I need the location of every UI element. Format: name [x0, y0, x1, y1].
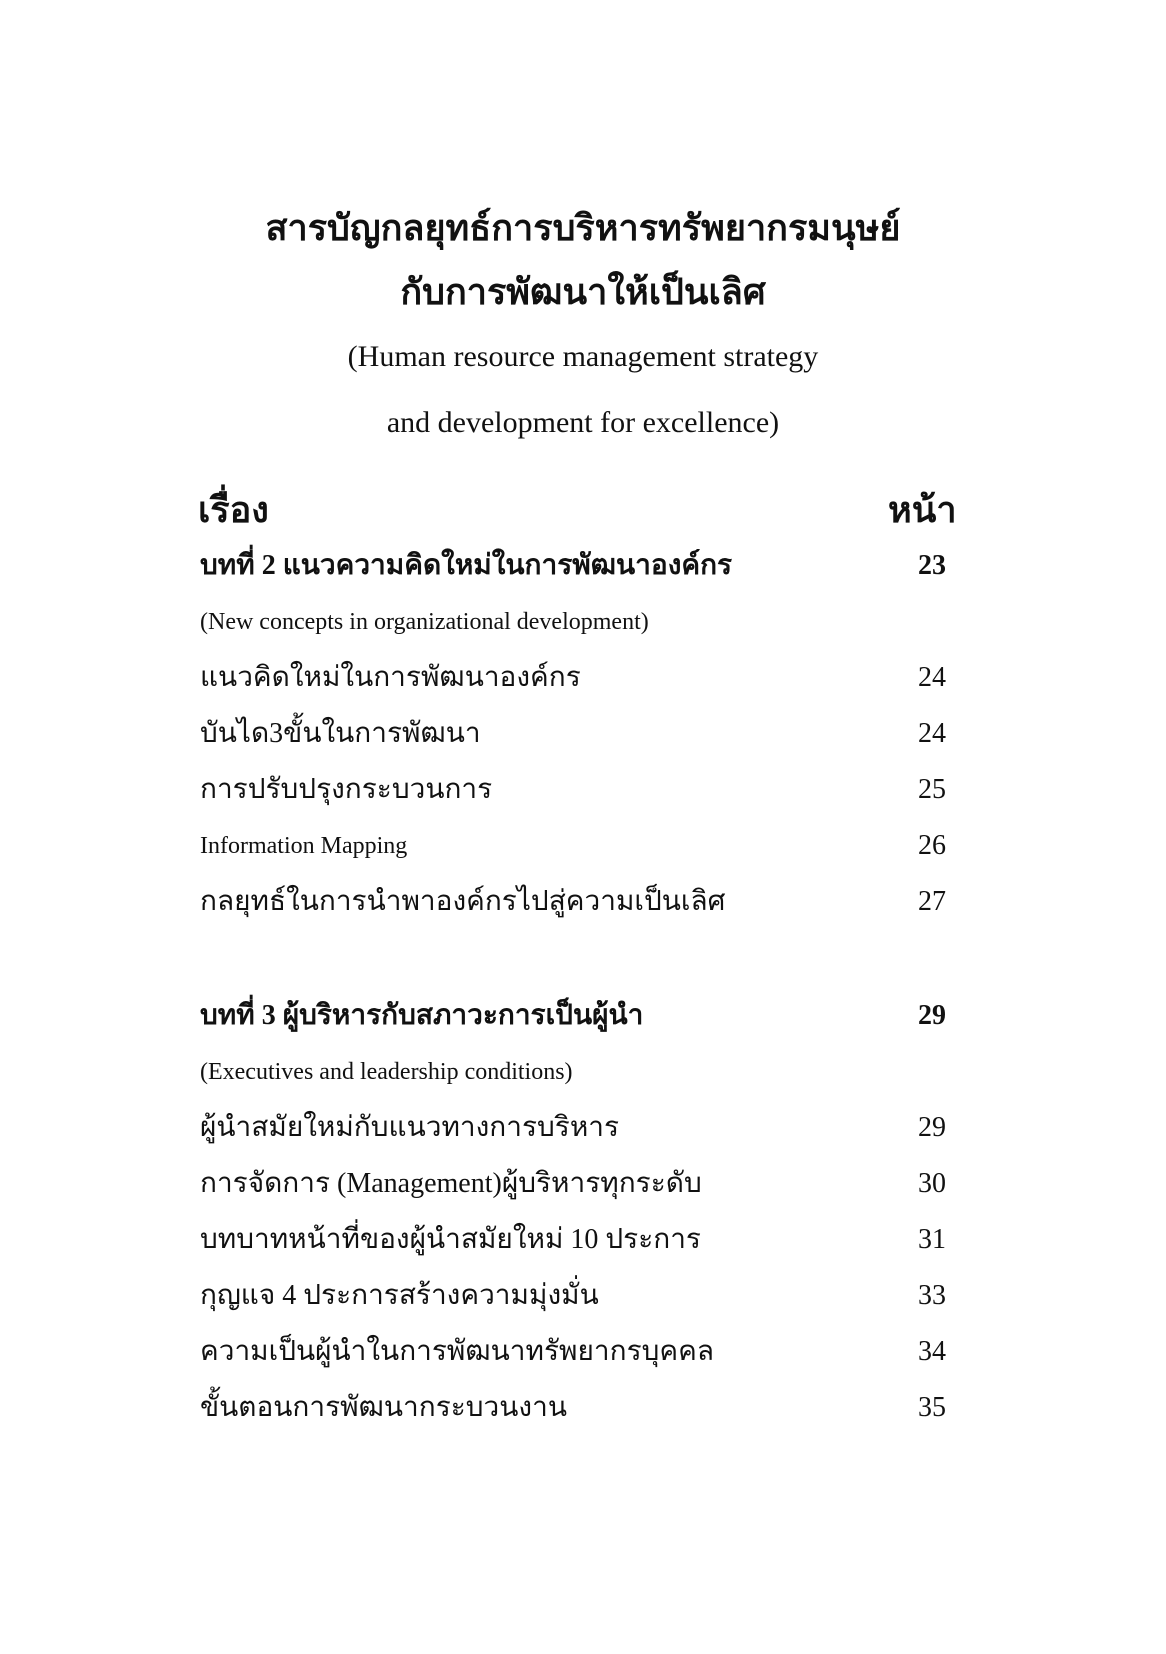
toc-page-number: 27	[918, 886, 946, 917]
toc-item	[200, 1164, 980, 1204]
toc-item-label: แนวคิดใหม่ในการพัฒนาองค์กร	[200, 662, 581, 693]
toc-item	[200, 1388, 980, 1428]
toc-page-number: 31	[918, 1224, 946, 1255]
toc-item-label: ความเป็นผู้นำในการพัฒนาทรัพยากรบุคคล	[200, 1336, 714, 1367]
toc-item-label: ขั้นตอนการพัฒนากระบวนงาน	[200, 1392, 567, 1423]
toc-page-number: 34	[918, 1336, 946, 1367]
toc-chapter-2	[200, 546, 980, 586]
english-subtitle-line-1: (Human resource management strategy	[347, 340, 819, 373]
toc-page-number: 26	[918, 830, 946, 861]
toc-page-number: 33	[918, 1280, 946, 1311]
toc-item-label: การจัดการ (Management)ผู้บริหารทุกระดับ	[200, 1168, 702, 1199]
toc-chapter-title: บทที่ 2 แนวความคิดใหม่ในการพัฒนาองค์กร	[200, 550, 733, 581]
page-title-line-1: สารบัญกลยุทธ์การบริหารทรัพยากรมนุษย์	[265, 208, 901, 248]
toc-item-label: การปรับปรุงกระบวนการ	[200, 774, 493, 805]
toc-item	[200, 882, 980, 922]
toc-item-label: บันได3ขั้นในการพัฒนา	[200, 718, 481, 749]
toc-item	[200, 658, 980, 698]
toc-topic-header: เรื่อง	[198, 490, 269, 530]
toc-page-number: 35	[918, 1392, 946, 1423]
page-title-line-2: กับการพัฒนาให้เป็นเลิศ	[400, 272, 766, 312]
toc-item	[200, 826, 980, 866]
toc-page-header: หน้า	[888, 490, 957, 530]
toc-chapter-title: บทที่ 3 ผู้บริหารกับสภาวะการเป็นผู้นำ	[200, 1000, 644, 1031]
toc-page-number: 24	[918, 718, 946, 749]
toc-chapter-english-title: (Executives and leadership conditions)	[200, 1059, 573, 1085]
toc-item	[200, 1332, 980, 1372]
toc-chapter-3-english	[200, 1052, 980, 1092]
toc-page-number: 25	[918, 774, 946, 805]
toc-page-number: 23	[918, 550, 946, 581]
toc-item-label: Information Mapping	[200, 833, 408, 859]
toc-chapter-3	[200, 996, 980, 1036]
toc-item	[200, 1108, 980, 1148]
toc-item	[200, 714, 980, 754]
toc-chapter-english-title: (New concepts in organizational development)	[200, 609, 649, 635]
toc-item-label: บทบาทหน้าที่ของผู้นำสมัยใหม่ 10 ประการ	[200, 1224, 701, 1255]
toc-item	[200, 770, 980, 810]
toc-page-number: 30	[918, 1168, 946, 1199]
toc-item-label: ผู้นำสมัยใหม่กับแนวทางการบริหาร	[200, 1112, 620, 1143]
toc-page-number: 29	[918, 1000, 946, 1031]
toc-item	[200, 1276, 980, 1316]
toc-item-label: กลยุทธ์ในการนำพาองค์กรไปสู่ความเป็นเลิศ	[200, 886, 726, 917]
toc-item	[200, 1220, 980, 1260]
english-subtitle-line-2: and development for excellence)	[386, 406, 780, 439]
toc-page-number: 24	[918, 662, 946, 693]
toc-item-label: กุญแจ 4 ประการสร้างความมุ่งมั่น	[200, 1280, 599, 1311]
toc-page-number: 29	[918, 1112, 946, 1143]
toc-chapter-2-english	[200, 602, 980, 642]
